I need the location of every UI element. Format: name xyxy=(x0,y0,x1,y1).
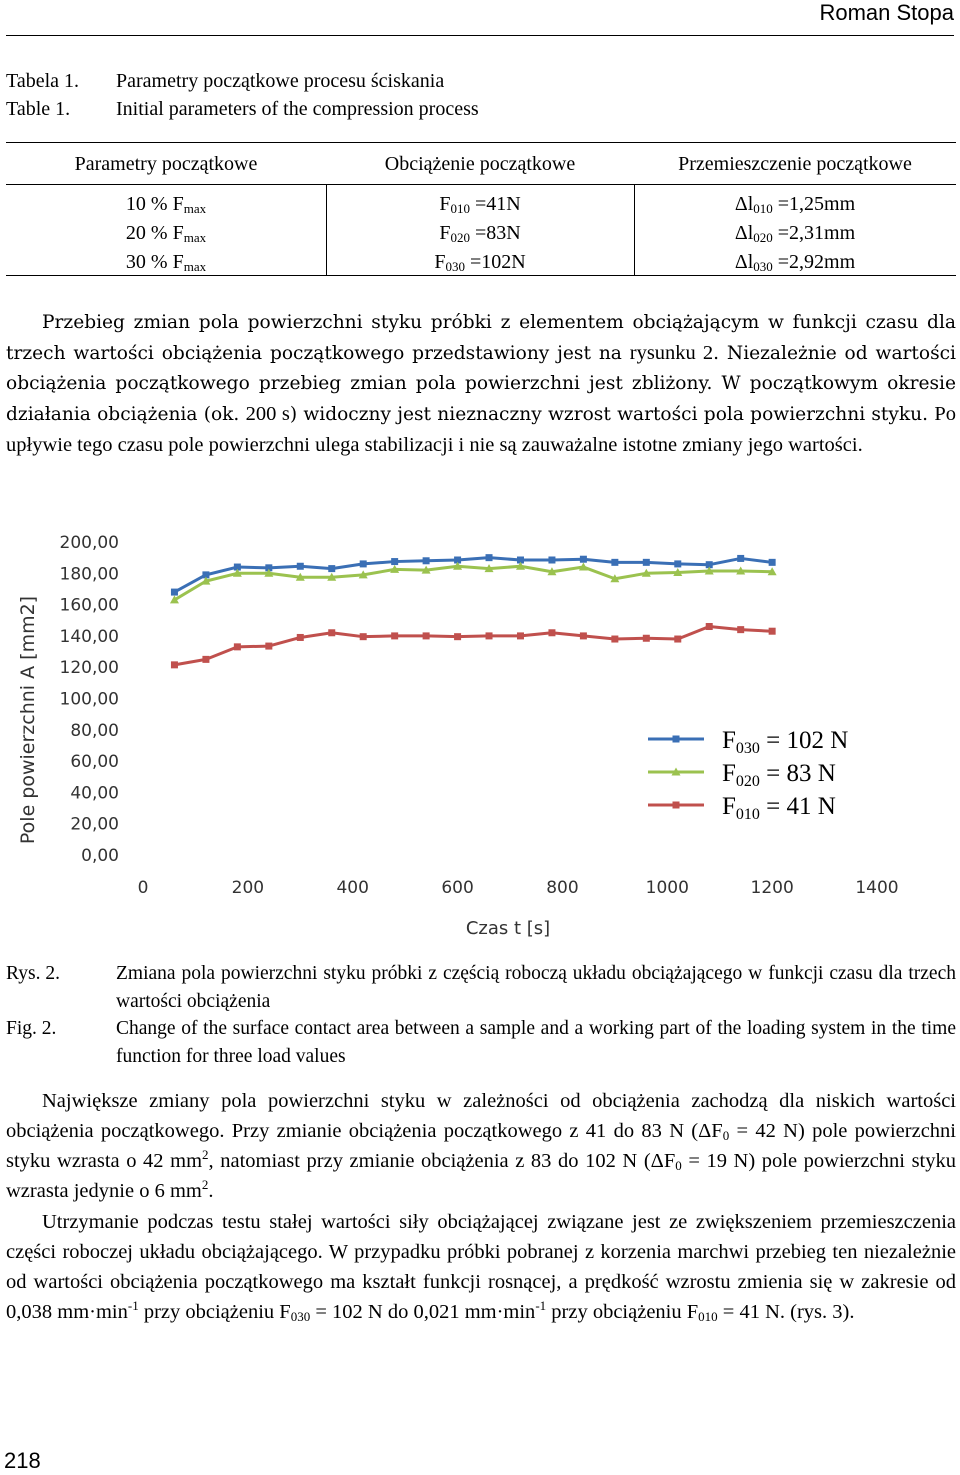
table-header-displacement: Przemieszczenie początkowe xyxy=(678,153,912,175)
paragraph-2: Największe zmiany pola powierzchni styku w zależności od obciążenia zachodzą dla niskich wartości obciążenia początkowego. Przy zmianie obciążenia początkowego z 41 do 83 N ($\Delta F_0 = 42$ N) pole powierzchni styku wzrasta o 42 $mm^2$, natomiast przy zmianie obciążenia z 83 do 102 N ($\Delta F_0 = 19$ N) pole powierzchni styku wzrasta jedynie o 6 $mm^2$. xyxy=(6,1090,956,1202)
table-row-param: 30 % $F_{max}$ xyxy=(125,251,207,274)
area-vs-time-chart xyxy=(0,520,960,950)
data-point xyxy=(360,560,367,567)
table-row-load: $F_{020} =83N$ xyxy=(439,222,521,245)
data-point xyxy=(548,629,555,636)
table-row-displacement: $\Delta l_{010} =1,25mm$ xyxy=(734,193,856,216)
page-number: 218 xyxy=(4,1448,41,1473)
data-point xyxy=(297,563,304,570)
data-point xyxy=(643,635,650,642)
series-line xyxy=(174,627,772,665)
table-row-param: 20 % $F_{max}$ xyxy=(125,222,207,245)
x-tick-label: 1400 xyxy=(855,878,899,898)
legend-entry: $F_{020} = 83$ N xyxy=(722,760,836,790)
legend-marker xyxy=(673,736,680,743)
running-head-author: Roman Stopa xyxy=(819,0,954,25)
data-point xyxy=(328,629,335,636)
x-tick-label: 1000 xyxy=(645,878,689,898)
data-point xyxy=(769,628,776,635)
x-tick-label: 200 xyxy=(231,878,265,898)
data-point xyxy=(297,634,304,641)
x-tick-label: 800 xyxy=(546,878,579,898)
data-point xyxy=(171,661,178,668)
paragraph-3: Utrzymanie podczas testu stałej wartości siły obciążającej związane jest ze zwiększeniem przemieszczenia części roboczej układu obciążającego. W przypadku próbki pobranej z korzenia marchwi przebieg ten niezależnie od wartości obciążenia początkowego ma kształt funkcji rosnącej, a prędkość wzrostu zmienia się w zakresie od 0,038 $mm\cdot\min^{-1}$ przy obciążeniu $F_{030} = 102$ N do 0,021 $mm\cdot\min^{-1}$ przy obciążeniu $F_{010} = 41$ N. (rys. 3). xyxy=(6,1211,956,1324)
table-caption-en-label: Table 1. xyxy=(6,98,71,120)
x-tick-label: 400 xyxy=(336,878,369,898)
data-point xyxy=(674,560,681,567)
data-point xyxy=(643,559,650,566)
y-tick-label: 80,00 xyxy=(70,720,119,741)
table-header-load: Obciążenie początkowe xyxy=(384,153,576,175)
data-point xyxy=(580,632,587,639)
data-point xyxy=(737,626,744,633)
data-point xyxy=(737,555,744,562)
table-caption-en-text: Initial parameters of the compression process xyxy=(116,98,479,120)
data-point xyxy=(611,636,618,643)
data-point xyxy=(265,643,272,650)
data-point xyxy=(171,589,178,596)
header-rule xyxy=(6,35,954,36)
y-tick-label: 180,00 xyxy=(59,564,119,585)
data-point xyxy=(548,556,555,563)
figure-caption-pl-text: Zmiana pola powierzchni styku próbki z częścią roboczą układu obciążającego w funkcji czasu dla trzech wartości obciążenia xyxy=(116,963,956,1012)
y-tick-label: 120,00 xyxy=(59,658,119,679)
table-row-displacement: $\Delta l_{030} =2,92mm$ xyxy=(734,251,856,274)
paragraph-1: Przebieg zmian pola powierzchni styku próbki z elementem obciążającym w funkcji czasu dla trzech wartości obciążenia początkowego przedstawiony jest na rysunku 2. Niezależnie od wartości obciążenia początkowego przebieg zmian pola powierzchni jest zbliżony. W początkowym okresie działania obciążenia (ok. 200 s) widoczny jest nieznaczny wzrost wartości pola powierzchni styku. Po upływie tego czasu pole powierzchni ulega stabilizacji i nie są zauważalne istotne zmiany jego wartości. xyxy=(6,312,956,456)
table-caption-pl-text: Parametry początkowe procesu ściskania xyxy=(116,70,445,92)
data-point xyxy=(611,559,618,566)
y-tick-label: 60,00 xyxy=(70,752,119,773)
data-point xyxy=(423,557,430,564)
page-header xyxy=(0,0,960,36)
series-line xyxy=(174,558,772,592)
y-axis-label: Pole powierzchni A [mm2] xyxy=(17,595,39,845)
y-tick-label: 20,00 xyxy=(70,814,119,835)
data-point xyxy=(202,656,209,663)
y-tick-label: 200,00 xyxy=(59,533,119,553)
table-row-param: 10 % $F_{max}$ xyxy=(125,193,207,216)
table-caption-pl-label: Tabela 1. xyxy=(6,70,80,92)
data-point xyxy=(486,632,493,639)
x-tick-label: 600 xyxy=(441,878,474,898)
series-0 xyxy=(171,554,776,595)
data-point xyxy=(360,633,367,640)
series-line xyxy=(174,566,772,600)
x-axis-label: Czas t [s] xyxy=(465,918,551,939)
figure-caption-en-text: Change of the surface contact area between a sample and a working part of the loading system in the time function for three load values xyxy=(116,1018,956,1067)
series-2 xyxy=(171,623,776,668)
data-point xyxy=(391,632,398,639)
parameters-table xyxy=(6,142,956,275)
data-point xyxy=(769,559,776,566)
legend-marker xyxy=(673,802,680,809)
x-tick-label: 1200 xyxy=(750,878,794,898)
y-tick-label: 0,00 xyxy=(81,846,119,866)
data-point xyxy=(486,554,493,561)
data-point xyxy=(454,633,461,640)
data-point xyxy=(234,643,241,650)
data-point xyxy=(580,556,587,563)
table-row-displacement: $\Delta l_{020} =2,31mm$ xyxy=(734,222,856,245)
figure-caption-pl-label: Rys. 2. xyxy=(6,963,60,984)
data-point xyxy=(706,623,713,630)
figure-caption-en-label: Fig. 2. xyxy=(6,1018,57,1039)
y-tick-label: 160,00 xyxy=(59,595,119,616)
data-point xyxy=(328,565,335,572)
x-tick-label: 0 xyxy=(137,878,149,898)
legend-entry: $F_{030} = 102$ N xyxy=(722,727,849,757)
table-header-params: Parametry początkowe xyxy=(74,153,258,175)
y-tick-label: 140,00 xyxy=(59,626,119,647)
legend-entry: $F_{010} = 41$ N xyxy=(722,793,836,823)
data-point xyxy=(391,558,398,565)
y-tick-label: 40,00 xyxy=(70,783,119,804)
data-point xyxy=(517,632,524,639)
data-point xyxy=(674,636,681,643)
table-row-load: $F_{010} =41N$ xyxy=(439,193,521,216)
y-tick-label: 100,00 xyxy=(59,689,119,710)
data-point xyxy=(423,632,430,639)
table-row-load: $F_{030} =102N$ xyxy=(434,251,526,274)
